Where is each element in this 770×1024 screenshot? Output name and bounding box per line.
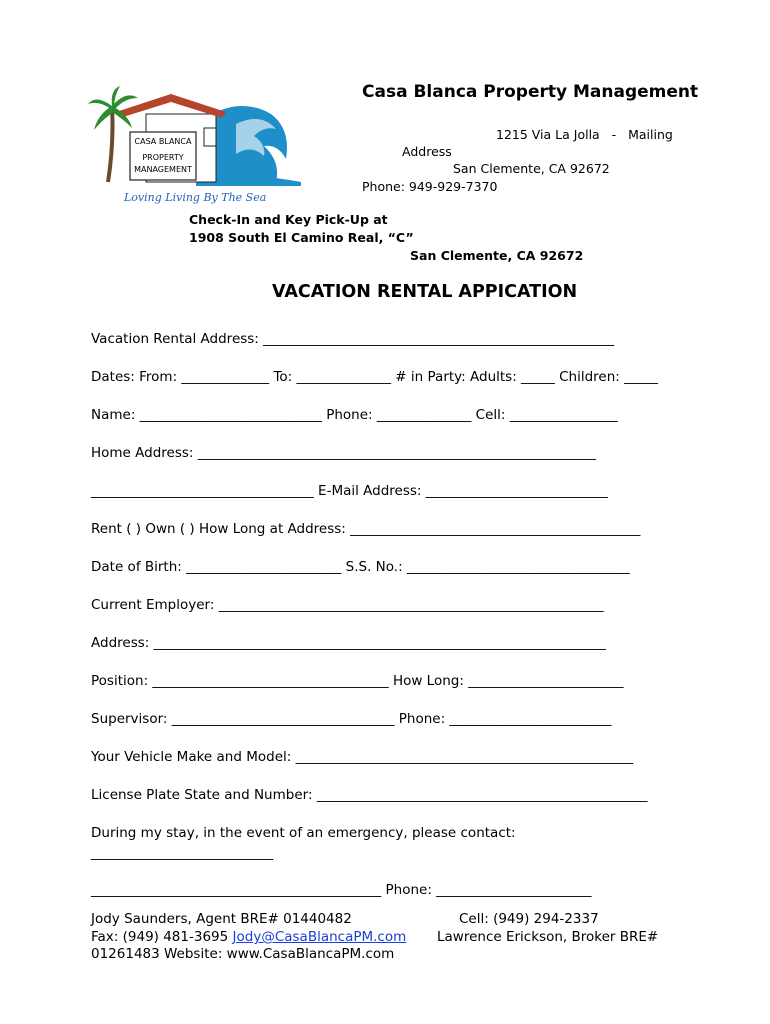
city-line: San Clemente, CA 92672 (453, 161, 610, 176)
supervisor-field[interactable]: Supervisor: _________________________________ Phone: ________________________ (91, 711, 612, 727)
home-address-field[interactable]: Home Address: ___________________________________________________________ (91, 445, 597, 461)
license-plate-field[interactable]: License Plate State and Number: _________________________________________________ (91, 787, 648, 803)
checkin-line-2: 1908 South El Camino Real, “C” (189, 230, 414, 245)
logo-tagline: Loving Living By The Sea (124, 191, 267, 204)
footer-fax-line (91, 929, 406, 945)
footer-broker-no-website: 01261483 Website: www.CasaBlancaPM.com (91, 946, 395, 962)
vehicle-field[interactable]: Your Vehicle Make and Model: __________________________________________________ (91, 749, 634, 765)
dob-ssn-field[interactable]: Date of Birth: _______________________ S.S. No.: _________________________________ (91, 559, 630, 575)
company-phone: Phone: 949-929-7370 (362, 179, 498, 194)
logo-text-1: CASA BLANCA (134, 137, 192, 146)
employer-field[interactable]: Current Employer: _________________________________________________________ (91, 597, 604, 613)
rental-address-field[interactable]: Vacation Rental Address: ____________________________________________________ (91, 331, 615, 347)
address-label: Address (402, 144, 452, 159)
employer-address-field[interactable]: Address: ___________________________________________________________________ (91, 635, 606, 651)
name-phone-cell-field[interactable]: Name: ___________________________ Phone: ______________ Cell: ________________ (91, 407, 618, 423)
footer-broker: Lawrence Erickson, Broker BRE# (437, 929, 659, 945)
company-logo (86, 84, 306, 209)
mailing-label: Mailing (628, 127, 673, 142)
form-title: VACATION RENTAL APPICATION (272, 282, 578, 302)
separator: - (611, 127, 617, 142)
emergency-contact-field[interactable]: ___________________________ (91, 845, 274, 861)
dates-party-field[interactable]: Dates: From: _____________ To: ______________ # in Party: Adults: _____ Children: _____ (91, 369, 658, 385)
position-field[interactable]: Position: ___________________________________ How Long: _______________________ (91, 673, 624, 689)
logo-text-2: PROPERTY (142, 153, 184, 162)
footer-cell: Cell: (949) 294-2337 (459, 911, 599, 927)
emergency-phone-field[interactable]: ___________________________________________ Phone: _______________________ (91, 882, 592, 898)
emergency-label: During my stay, in the event of an emergency, please contact: (91, 825, 516, 841)
footer-agent: Jody Saunders, Agent BRE# 01440482 (91, 911, 352, 927)
palm-trunk (108, 106, 113, 182)
company-name: Casa Blanca Property Management (362, 82, 699, 102)
street-address (496, 127, 673, 142)
footer-fax: Fax: (949) 481-3695 (91, 929, 229, 945)
email-field[interactable]: _________________________________ E-Mail Address: ___________________________ (91, 483, 609, 499)
logo-text-3: MANAGEMENT (134, 165, 192, 174)
rent-own-field[interactable]: Rent ( ) Own ( ) How Long at Address: ___________________________________________ (91, 521, 641, 537)
footer-email-link[interactable]: Jody@CasaBlancaPM.com (232, 929, 407, 945)
checkin-line-1: Check-In and Key Pick-Up at (189, 212, 388, 227)
logo-graphic (86, 84, 306, 209)
street-text: 1215 Via La Jolla (496, 127, 600, 142)
house-window (204, 128, 216, 146)
checkin-line-3: San Clemente, CA 92672 (410, 248, 584, 263)
